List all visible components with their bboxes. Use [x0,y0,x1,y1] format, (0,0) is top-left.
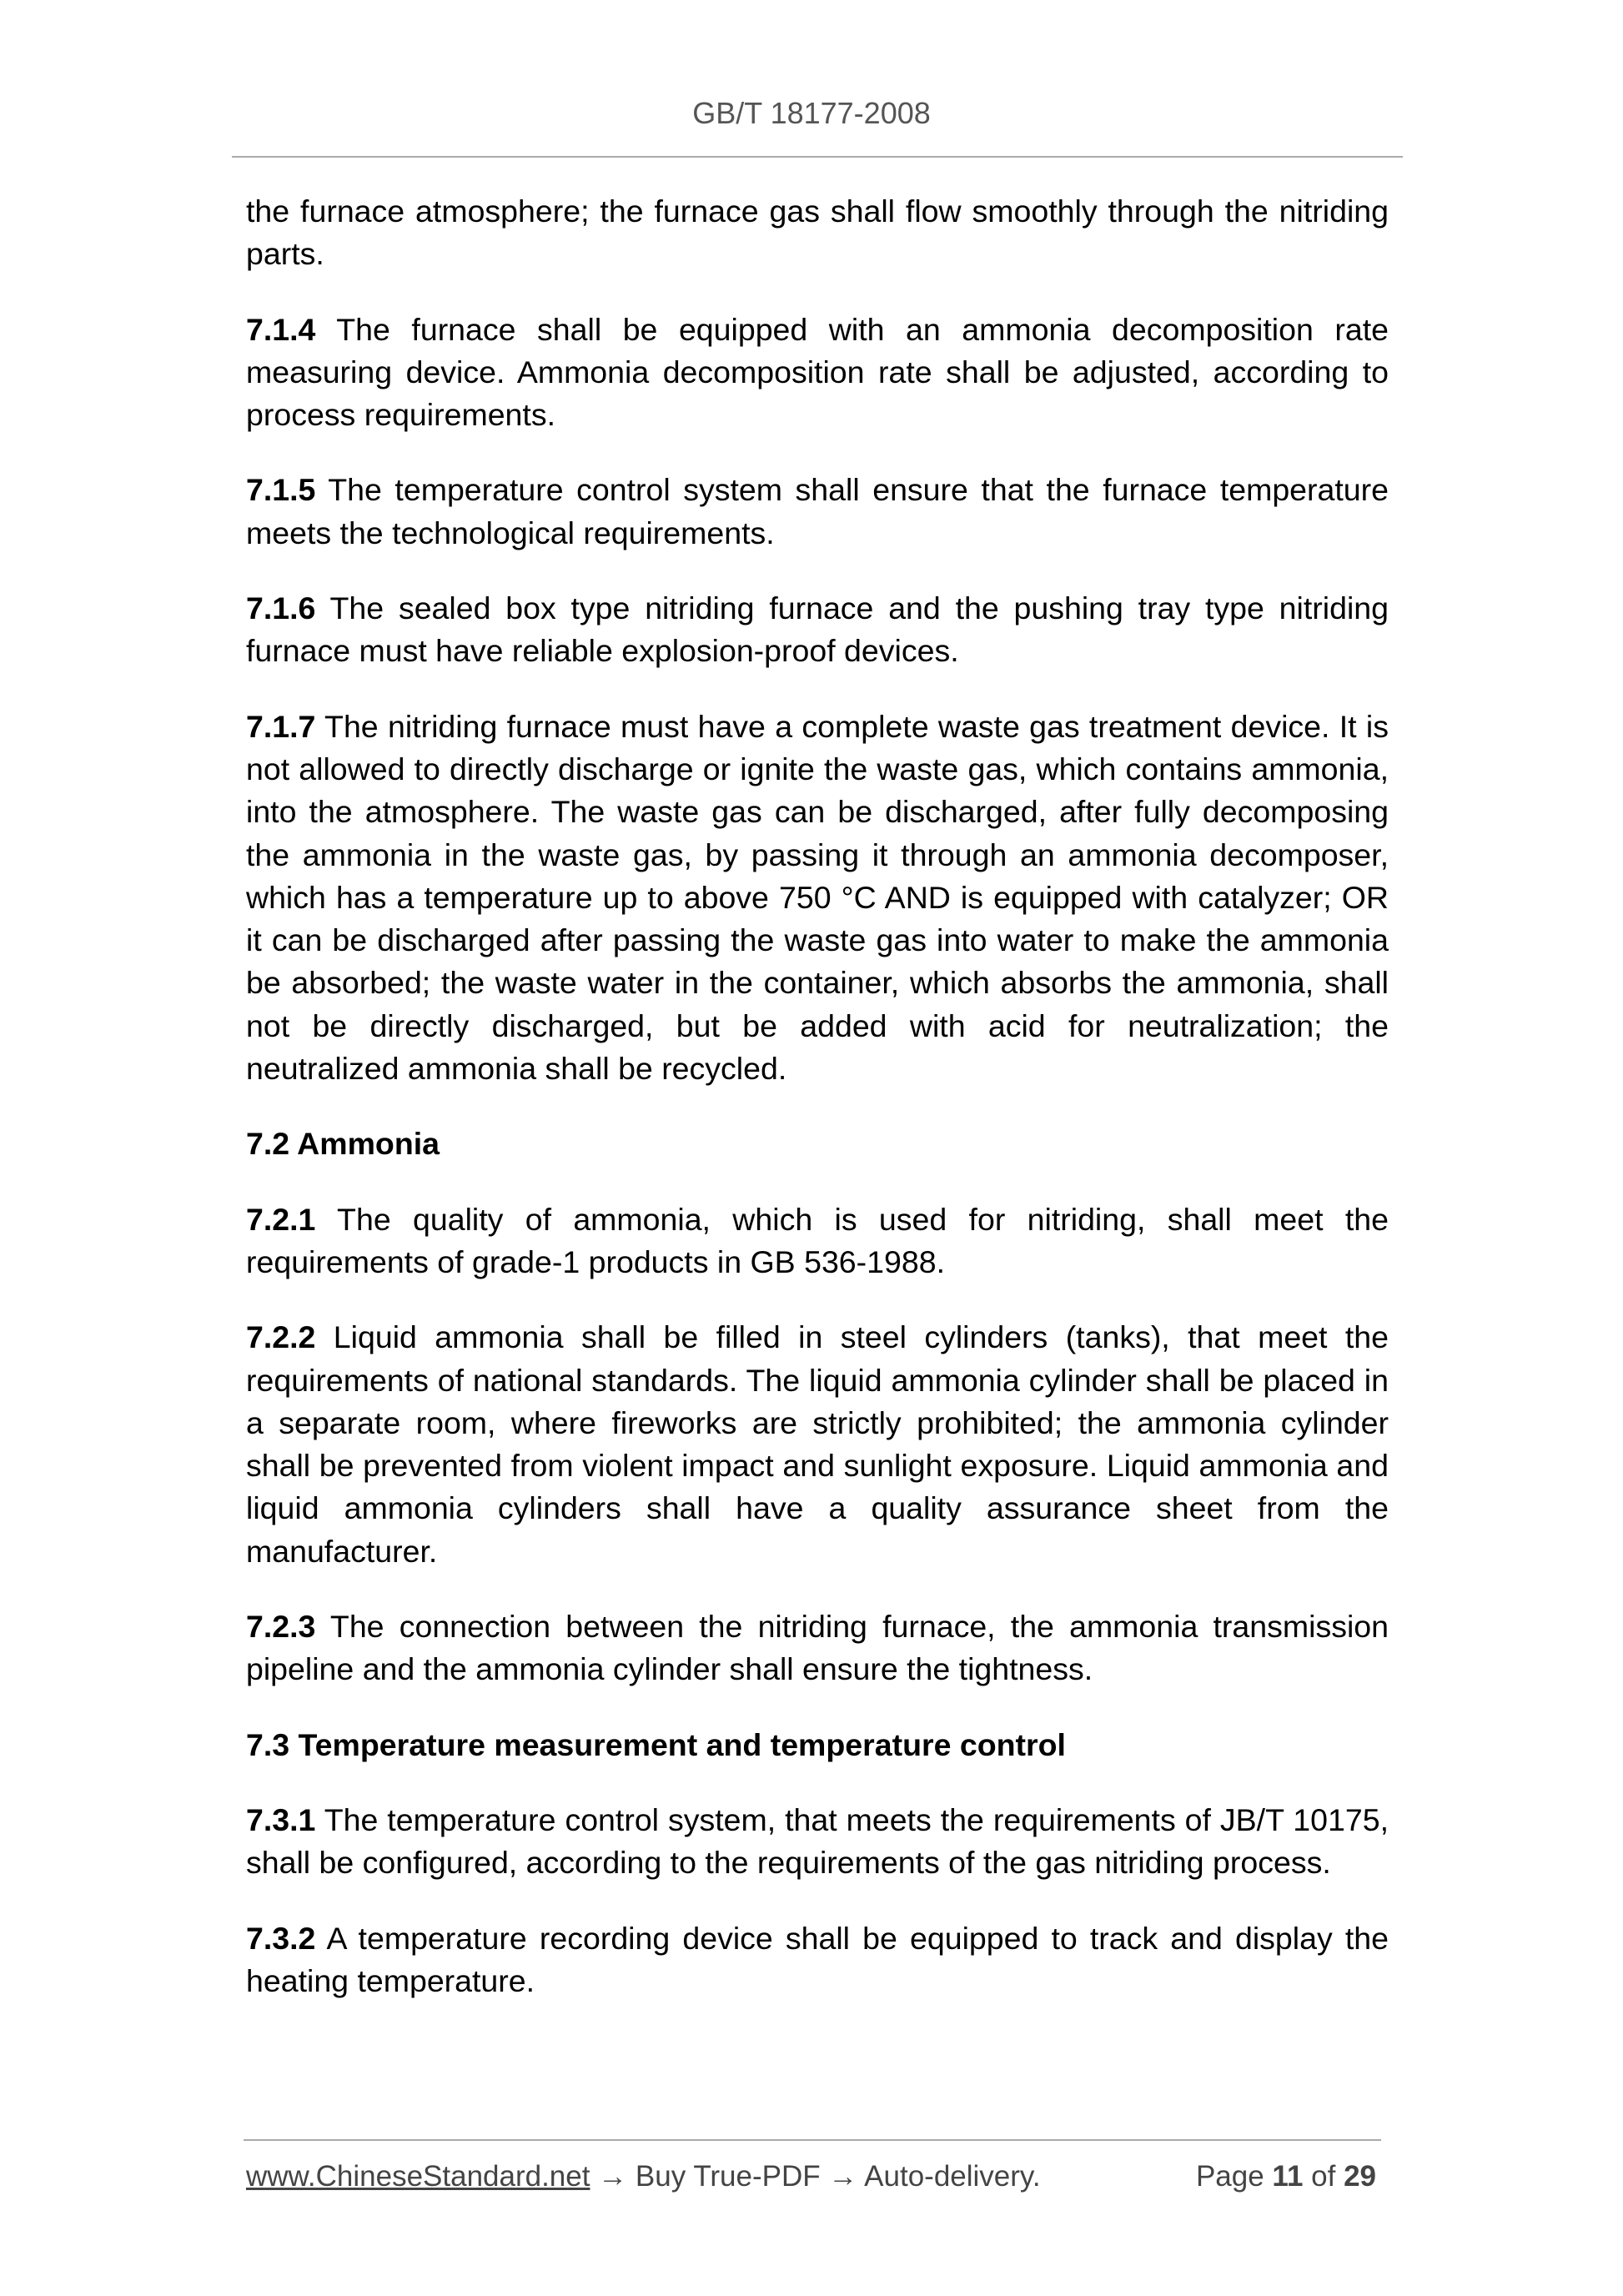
footer-tagline: → Buy True-PDF → Auto-delivery. [590,2160,1041,2193]
current-page: 11 [1272,2160,1304,2193]
paragraph-text: The furnace shall be equipped with an ammonia decomposition rate measuring device. Ammonia decomposition rate shall be adjusted, according to process requirements. [246,311,1389,433]
paragraph-text: the furnace atmosphere; the furnace gas shall flow smoothly through the nitriding parts. [246,193,1389,272]
clause-number: 7.1.5 [246,472,316,508]
page-number [1196,2160,1376,2193]
clause-7-2-2 [246,1316,1389,1573]
clause-7-2-3 [246,1605,1389,1691]
clause-number: 7.3.2 [246,1920,316,1956]
section-heading-7-2: 7.2 Ammonia [246,1126,440,1162]
page-label: Page [1195,2160,1273,2193]
clause-number: 7.2.2 [246,1319,316,1355]
clause-number: 7.3.1 [246,1801,316,1837]
clause-number: 7.2.1 [246,1201,316,1237]
paragraph-text: A temperature recording device shall be equipped to track and display the heating temperature. [246,1920,1389,1998]
paragraph-continuation [246,190,1389,276]
of-label: of [1303,2160,1344,2193]
clause-7-1-7 [246,706,1389,1091]
paragraph-text: The sealed box type nitriding furnace and the pushing tray type nitriding furnace must have reliable explosion-proof devices. [246,590,1389,669]
clause-7-3-1 [246,1799,1389,1885]
document-body [246,190,1389,2035]
clause-number: 7.1.6 [246,590,316,626]
clause-7-1-6 [246,587,1389,673]
paragraph-text: The connection between the nitriding furnace, the ammonia transmission pipeline and the ammonia cylinder shall ensure the tightness. [246,1609,1389,1687]
clause-7-1-4 [246,309,1389,437]
clause-7-2-1 [246,1198,1389,1284]
paragraph-text: The temperature control system, that meets the requirements of JB/T 10175, shall be configured, according to the requirements of the gas nitriding process. [246,1801,1389,1881]
section-heading-7-3: 7.3 Temperature measurement and temperature control [246,1726,1066,1762]
clause-7-1-5 [246,469,1389,555]
document-header: GB/T 18177-2008 [692,96,931,130]
footer-divider [244,2139,1381,2141]
header-divider [232,156,1403,158]
page-footer [246,2160,1376,2193]
paragraph-text: The temperature control system shall ensure that the furnace temperature meets the technological requirements. [246,472,1389,550]
website-link[interactable]: www.ChineseStandard.net [246,2160,590,2193]
clause-7-3-2 [246,1917,1389,2003]
paragraph-text: The nitriding furnace must have a complete waste gas treatment device. It is not allowed to directly discharge or ignite the waste gas, which contains ammonia, into the atmosphere. The waste gas can be discharged, after fully decomposing the ammonia in the waste gas, by passing it through an ammonia decomposer, which has a temperature up to above 750 °C AND is equipped with catalyzer; OR it can be discharged after passing the waste gas into water to make the ammonia be absorbed; the waste water in the container, which absorbs the ammonia, shall not be directly discharged, but be added with acid for neutralization; the neutralized ammonia shall be recycled. [246,708,1389,1087]
paragraph-text: Liquid ammonia shall be filled in steel cylinders (tanks), that meet the requirements of national standards. The liquid ammonia cylinder shall be placed in a separate room, where fireworks are strictly prohibited; the ammonia cylinder shall be prevented from violent impact and sunlight exposure. Liquid ammonia and liquid ammonia cylinders shall have a quality assurance sheet from the manufacturer. [246,1319,1389,1569]
total-pages: 29 [1344,2160,1376,2193]
clause-number: 7.1.7 [246,708,316,744]
paragraph-text: The quality of ammonia, which is used for nitriding, shall meet the requirements of grade-1 products in GB 536-1988. [246,1201,1389,1279]
clause-number: 7.2.3 [246,1609,316,1645]
clause-number: 7.1.4 [246,311,316,347]
